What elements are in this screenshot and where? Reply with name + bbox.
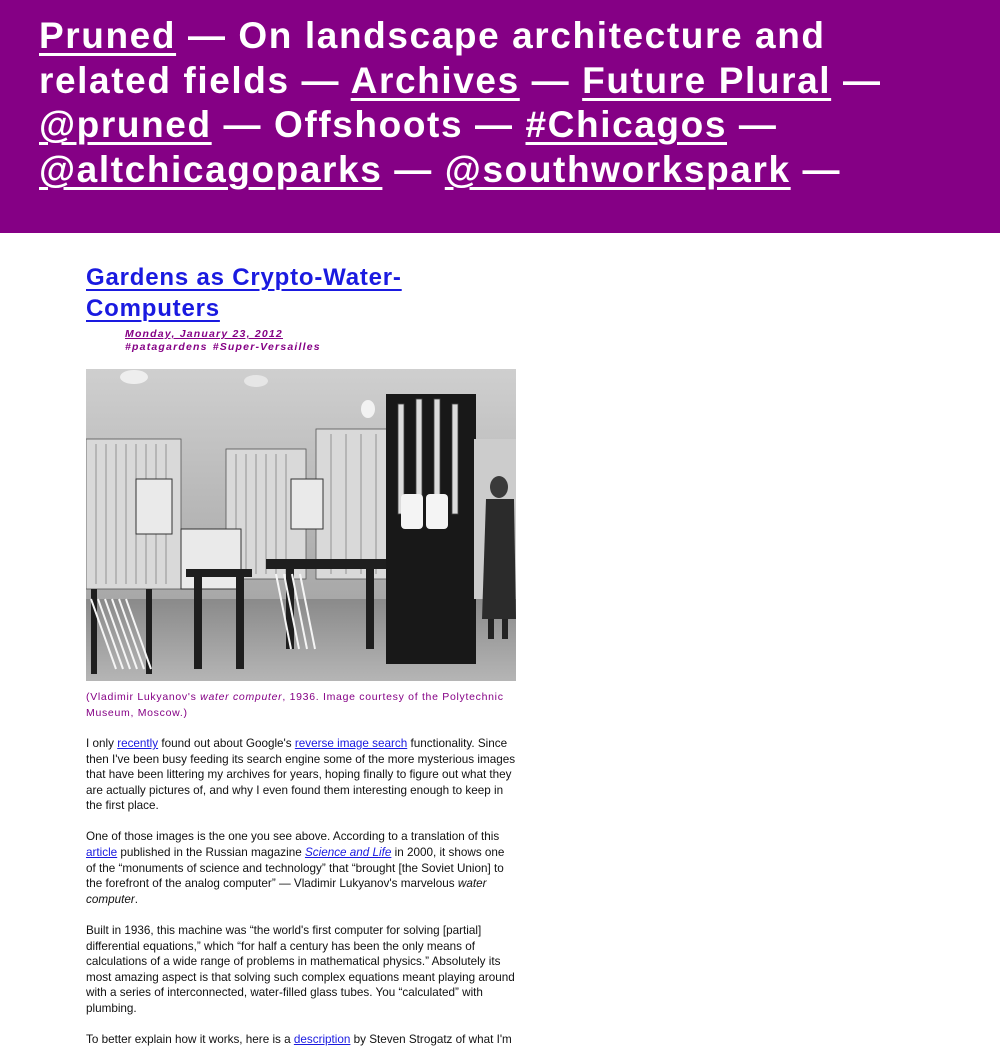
twitter-pruned-link[interactable]: @pruned [39,104,212,146]
science-and-life-link[interactable]: Science and Life [304,846,392,860]
site-header-nav [39,14,960,192]
southworkspark-link[interactable]: @southworkspark [444,148,791,190]
altchicagoparks-link[interactable]: @altchicagoparks [39,148,383,190]
tag-super-versailles-link[interactable]: #Super-Versailles [212,341,321,353]
post-date-link[interactable]: Monday, January 23, 2012 [125,328,283,340]
archives-link[interactable]: Archives [350,59,520,101]
article-link[interactable]: article [86,846,118,860]
header-separator: — On landscape architecture and related fields — [39,15,826,101]
description-link[interactable]: description [293,1033,351,1046]
recently-link[interactable]: recently [117,737,159,750]
site-header [0,0,1000,233]
header-separator: — [382,148,445,190]
post-meta [125,328,517,354]
post-paragraph: I only recently found out about Google's reverse image search functionality. Since then I've been busy feeding its search engine some of the more mysterious images that have been littering my archives for years, hoping finally to figure out what they are actually pictures of, and why I even found them interesting enough to keep in the first place. [86,737,516,813]
future-plural-link[interactable]: Future Plural [582,59,832,101]
post-paragraph: Built in 1936, this machine was “the world's first computer for solving [partial] differential equations,” which “for half a century has been the only means of calculations of a wide range of problems in mathematical physics.” Absolutely its most amazing aspect is that solving such complex equations meant playing around with a series of interconnected, water-filled glass tubes. You “calculated” with plumbing. [86,923,515,1015]
reverse-image-search-link[interactable]: reverse image search [294,737,408,750]
header-separator: — [831,59,882,101]
post-main [86,262,517,1063]
post-paragraph: To better explain how it works, here is a description by Steven Strogatz of what I'm [86,1033,512,1046]
photo-caption: (Vladimir Lukyanov's water computer, 1936. Image courtesy of the Polytechnic Museum, Moscow.) [86,691,504,719]
post-title [86,262,517,324]
tag-patagardens-link[interactable]: #patagardens [125,341,208,353]
header-separator: — [519,59,583,101]
header-separator: — [790,148,842,190]
post-body [86,736,517,1048]
chicagos-link[interactable]: #Chicagos [525,104,728,146]
header-separator: — Offshoots — [211,104,526,146]
post-title-link[interactable]: Gardens as Crypto-Water-Computers [86,264,402,322]
post-paragraph: One of those images is the one you see above. According to a translation of this article published in the Russian magazine Science and Life in 2000, it shows one of the “monuments of science and technology” that “brought [the Soviet Union] to the forefront of the analog computer” — Vladimir Lukyanov's marvelous water computer. [86,830,505,906]
header-separator: — [727,104,778,146]
site-title-link[interactable]: Pruned [39,15,177,56]
water-computer-photo [86,369,516,681]
